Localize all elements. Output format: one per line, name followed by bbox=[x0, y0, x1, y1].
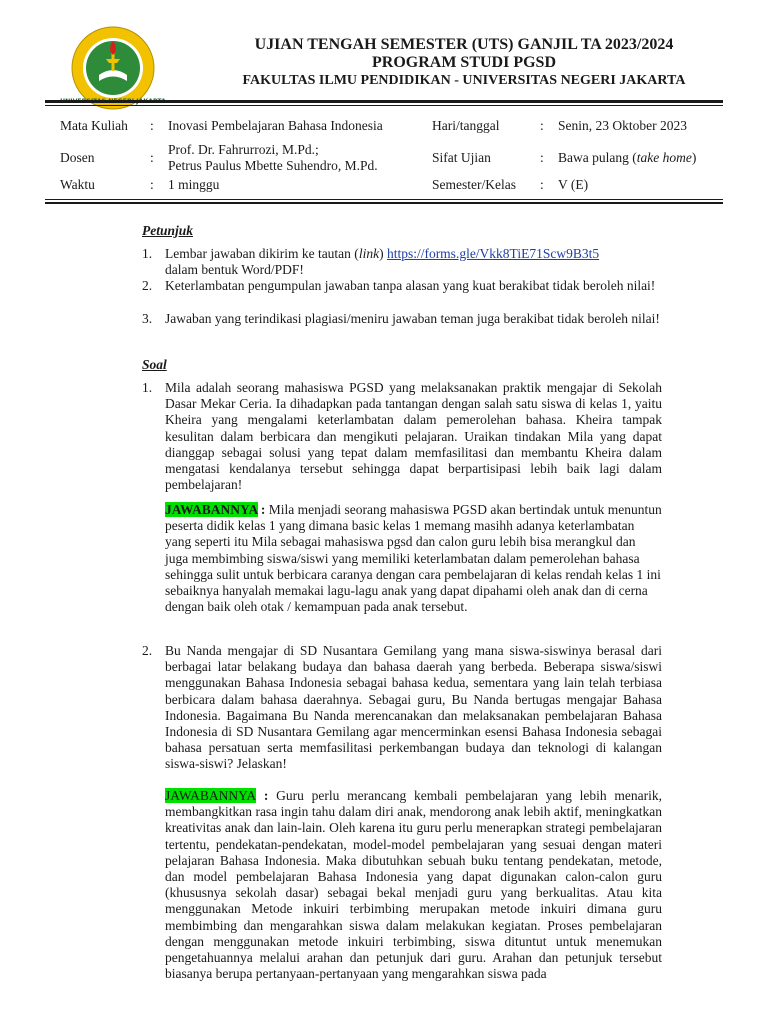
list-item-text: Keterlambatan pengumpulan jawaban tanpa alasan yang kuat berakibat tidak beroleh nilai! bbox=[165, 278, 656, 293]
dosen-label: Dosen bbox=[60, 150, 95, 165]
sifat-value: Bawa pulang (take home) bbox=[558, 150, 697, 165]
answer-label: JAWABANNYA bbox=[165, 788, 257, 803]
question-text: Mila adalah seorang mahasiswa PGSD yang melaksanakan praktik mengajar di Sekolah Dasar Mekar Ceria. Ia dihadapkan pada tantangan dengan salah satu siswa di kelas 1, yaitu Kheira yang mengalami keterlambatan dalam pemerolehan bahasa. Kheira tampak kesulitan dalam berbicara dan mengikuti pelajaran. Uraikan tindakan Mila yang dapat dianggap sebagai solusi yang tepat dalam memfasilitasi dan membantu Kheira dalam mengatasi kendalanya tersebut sehingga dapat berpartisipasi lebih baik lagi dalam pembelajaran! bbox=[165, 380, 662, 493]
submission-link[interactable]: https://forms.gle/Vkk8TiE71Scw9B3t5 bbox=[386, 246, 600, 261]
hari-value: Senin, 23 Oktober 2023 bbox=[558, 118, 687, 133]
colon: : bbox=[150, 177, 154, 192]
colon: : bbox=[150, 150, 154, 165]
divider bbox=[45, 105, 723, 106]
waktu-label: Waktu bbox=[60, 177, 95, 192]
petunjuk-item-2 bbox=[142, 278, 662, 312]
header-program: PROGRAM STUDI PGSD bbox=[371, 54, 556, 71]
list-number: 1. bbox=[142, 246, 153, 261]
answer-text: Guru perlu merancang kembali pembelajaran yang lebih menarik, membangkitkan rasa ingin tahu dalam diri anak, mendorong anak lebih aktif, meningkatkan kreativitas anak dan lain-lain. Oleh karena itu guru perlu menerapkan strategi pembelajaran tertentu, pendekatan-pendekatan, model-model pembelajaran yang sesuai dengan materi pelajaran Bahasa Indonesia. Maka dibutuhkan sebuah buku tentang pendekatan, metode, dan model pembelajaran Bahasa Indonesia yang dapat digunakan calon-calon guru (khususnya sekolah dasar) sebagai bekal menjadi guru yang berkualitas. Atau kita menggunakan Metode inkuiri terbimbing merupakan metode inkuiri dimana guru membimbing dan mengarahkan siswa dalam melakukan kegiatan. Proses pembelajaran dengan menggunakan metode inkuiri terbimbing, siswa dituntut untuk menemukan pengetahuannya melalui arahan dan petunjuk dari guru. Arahan dan petunjuk tersebut biasanya berupa pertanyaan-pertanyaan yang mengarahkan siswa pada bbox=[165, 788, 663, 982]
petunjuk-item-1 bbox=[142, 246, 662, 280]
answer-text: Mila menjadi seorang mahasiswa PGSD akan bertindak untuk menuntun peserta didik kelas 1 yang dimana basic kelas 1 memang masihh adanya keterlambatan yang seperti itu Mila sebagai mahasiswa pgsd dan calon guru lebih bisa merangkul dan juga membimbing siswa/siswi yang memiliki keterlambatan dalam pemerolehan bahasa sehingga sulit untuk berbicara caranya dengan cara pembelajaran di kelas rendah kelas 1 ini sebaiknya hanyalah memakai lagu-lagu anak yang dapat dipahami oleh anak dan di cerna dengan baik oleh otak / kemampuan pada anak tersebut. bbox=[165, 502, 662, 615]
header-title: UJIAN TENGAH SEMESTER (UTS) GANJIL TA 2023/2024 bbox=[254, 36, 674, 53]
question-number: 2. bbox=[142, 643, 153, 658]
soal-heading: Soal bbox=[142, 357, 167, 372]
petunjuk-heading: Petunjuk bbox=[142, 223, 194, 238]
answer-1: JAWABANNYA : Mila menjadi seorang mahasiswa PGSD akan bertindak untuk menuntun peserta didik kelas 1 yang dimana basic kelas 1 memang masihh adanya keterlambatan yang seperti itu Mila sebagai mahasiswa pgsd dan calon guru lebih bisa merangkul dan juga membimbing siswa/siswi yang memiliki keterlambatan dalam pemerolehan bahasa sehingga sulit untuk berbicara caranya dengan cara pembelajaran di kelas rendah kelas 1 ini sebaiknya hanyalah memakai lagu-lagu anak yang dapat dipahami oleh anak dan di cerna dengan baik oleh otak / kemampuan pada anak tersebut. bbox=[165, 502, 662, 615]
semester-label: Semester/Kelas bbox=[432, 177, 516, 192]
list-item-text: Lembar jawaban dikirim ke tautan (link) https://forms.gle/Vkk8TiE71Scw9B3t5 dalam bentuk Word/PDF! bbox=[165, 246, 600, 278]
list-item-text: Jawaban yang terindikasi plagiasi/meniru jawaban teman juga berakibat tidak beroleh nilai! bbox=[165, 311, 660, 326]
list-number: 2. bbox=[142, 278, 153, 293]
mata-kuliah-value: Inovasi Pembelajaran Bahasa Indonesia bbox=[168, 118, 383, 133]
dosen-value-1: Prof. Dr. Fahrurrozi, M.Pd.; bbox=[168, 142, 319, 157]
divider bbox=[45, 202, 723, 204]
semester-value: V (E) bbox=[558, 177, 589, 192]
colon: : bbox=[540, 150, 544, 165]
colon: : bbox=[150, 118, 154, 133]
mata-kuliah-label: Mata Kuliah bbox=[60, 118, 128, 133]
logo-text: UNIVERSITAS NEGERI JAKARTA bbox=[60, 98, 166, 105]
colon: : bbox=[540, 118, 544, 133]
hari-label: Hari/tanggal bbox=[432, 118, 500, 133]
list-number: 3. bbox=[142, 311, 153, 326]
petunjuk-item-3 bbox=[142, 311, 662, 345]
question-number: 1. bbox=[142, 380, 153, 395]
university-logo bbox=[60, 25, 166, 111]
colon: : bbox=[540, 177, 544, 192]
divider bbox=[45, 199, 723, 200]
waktu-value: 1 minggu bbox=[168, 177, 220, 192]
sifat-label: Sifat Ujian bbox=[432, 150, 491, 165]
header-faculty: FAKULTAS ILMU PENDIDIKAN - UNIVERSITAS NEGERI JAKARTA bbox=[242, 73, 686, 88]
question-2 bbox=[142, 643, 662, 788]
question-text: Bu Nanda mengajar di SD Nusantara Gemilang yang mana siswa-siswinya berasal dari berbagai latar belakang budaya dan bahasa daerah yang berbeda. Beberapa siswa/siswi menggunakan Bahasa Indonesia sebagai bahasa kedua, sementara yang lain telah terbiasa berbicara dalam bahasa daerahnya. Sebagai guru, Bu Nanda bertugas mengajar Bahasa Indonesia. Bagaimana Bu Nanda merencanakan dan melaksanakan pembelajaran Bahasa Indonesia di SD Nusantara Gemilang agar mencerminkan esensi Bahasa Indonesia sebagai bahasa persatuan serta memfasilitasi perkembangan budaya dan teknologi di kalangan siswa-siswi? Jelaskan! bbox=[165, 643, 662, 772]
divider bbox=[45, 100, 723, 103]
answer-label: JAWABANNYA bbox=[165, 502, 258, 517]
dosen-value-2: Petrus Paulus Mbette Suhendro, M.Pd. bbox=[168, 158, 378, 173]
answer-2: JAWABANNYA : Guru perlu merancang kembali pembelajaran yang lebih menarik, membangkitkan rasa ingin tahu dalam diri anak, mendorong anak lebih aktif, meningkatkan kreativitas anak dan lain-lain. Oleh karena itu guru perlu menerapkan strategi pembelajaran tertentu, pendekatan-pendekatan, model-model pembelajaran yang sesuai dengan materi pelajaran Bahasa Indonesia. Maka dibutuhkan sebuah buku tentang pendekatan, metode, dan model pembelajaran Bahasa Indonesia yang dapat digunakan calon-calon guru (khususnya sekolah dasar) sebagai bekal menjadi guru yang berkualitas. Atau kita menggunakan Metode inkuiri terbimbing merupakan metode inkuiri dimana guru membimbing dan mengarahkan siswa dalam melakukan kegiatan. Proses pembelajaran dengan menggunakan metode inkuiri terbimbing, siswa dituntut untuk menemukan pengetahuannya melalui arahan dan petunjuk dari guru. Arahan dan petunjuk tersebut biasanya berupa pertanyaan-pertanyaan yang mengarahkan siswa pada bbox=[165, 788, 663, 982]
question-1 bbox=[142, 380, 662, 495]
